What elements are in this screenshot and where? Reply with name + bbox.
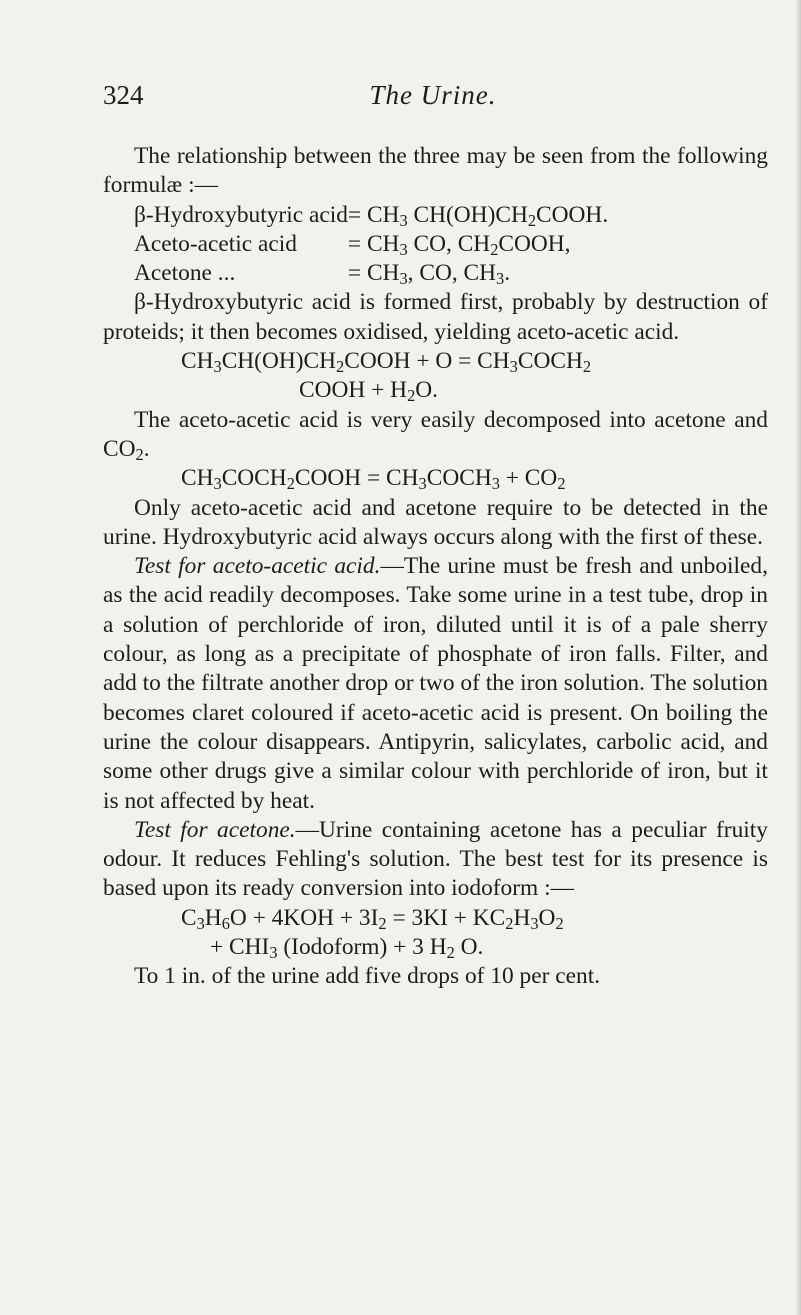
formula-equation: = $CH_3$ CO, $CH_2COOH$, (347, 230, 571, 259)
equation-1-line-1: $CH_3CH(OH)CH_2COOH + O$ = $CH_3COCH_2$ (181, 348, 592, 377)
formula-name: Aceto-acetic acid (134, 230, 297, 257)
formula-name: Acetone ... (134, 260, 236, 287)
formula-name: β-Hydroxybutyric acid (134, 201, 348, 228)
equation-3-line-2: + $CHI_3$ (Iodoform) + 3 $H_2$ O. (210, 934, 484, 963)
formula-row (134, 201, 608, 230)
formula-equation: = $CH_3$, CO, $CH_3$. (347, 260, 511, 289)
hydroxy-paragraph: β-Hydroxybutyric acid is formed first, probably by destruction of proteids; it then becomes oxidised, yielding aceto-acetic acid. (103, 289, 768, 345)
page-number: 324 (103, 80, 144, 110)
test-acetone-paragraph (103, 816, 768, 904)
intro-paragraph: The relationship between the three may be seen from the following formulæ :— (103, 143, 768, 199)
page-edge-shadow (795, 0, 801, 1315)
test-aceto-text: —The urine must be fresh and unboiled, as the acid readily decomposes. Take some urine in a test tube, drop in a solution of perchloride of iron, diluted until it is of a pale sherry colour, as long as a precipitate of phosphate of iron falls. Filter, and add to the filtrate another drop or two of the iron solution. The solution becomes claret coloured if aceto-acetic acid is present. On boiling the urine the colour disappears. Antipyrin, salicylates, carbolic acid, and some other drugs give a similar colour with perchloride of iron, but it is not affected by heat. (103, 553, 768, 814)
equation-3-line-1: $C_3H_6O + 4KOH + 3I_2 = 3KI + KC_2H_3O_2$ (181, 904, 564, 933)
formula-equation: = $CH_3$ $CH(OH)CH_2COOH$. (347, 201, 609, 230)
test-acetone-text: —Urine containing acetone has a peculiar fruity odour. It reduces Fehling's solution. The best test for its presence is based upon its ready conversion into iodoform :— (103, 816, 768, 902)
formula-row (134, 230, 608, 259)
formula-row (134, 259, 608, 288)
final-line: To 1 in. of the urine add five drops of 10 per cent. (134, 963, 601, 990)
test-aceto-paragraph (103, 552, 768, 816)
test-aceto-heading: Test for aceto-acetic acid. (134, 553, 381, 580)
test-acetone-heading: Test for acetone. (134, 816, 296, 843)
equation-1-line-2: COOH + $H_2O$. (299, 377, 438, 406)
formula-table (134, 201, 608, 289)
running-head: The Urine. (369, 80, 497, 110)
page-header (103, 80, 763, 120)
page-body (103, 142, 768, 992)
only-paragraph: Only aceto-acetic acid and acetone require to be detected in the urine. Hydroxybutyric acid always occurs along with the first of these. (103, 494, 768, 550)
decompose-paragraph: The aceto-acetic acid is very easily decomposed into acetone and $CO_2$. (103, 406, 768, 464)
equation-2: $CH_3COCH_2COOH$ = $CH_3COCH_3 + CO_2$ (181, 465, 566, 494)
